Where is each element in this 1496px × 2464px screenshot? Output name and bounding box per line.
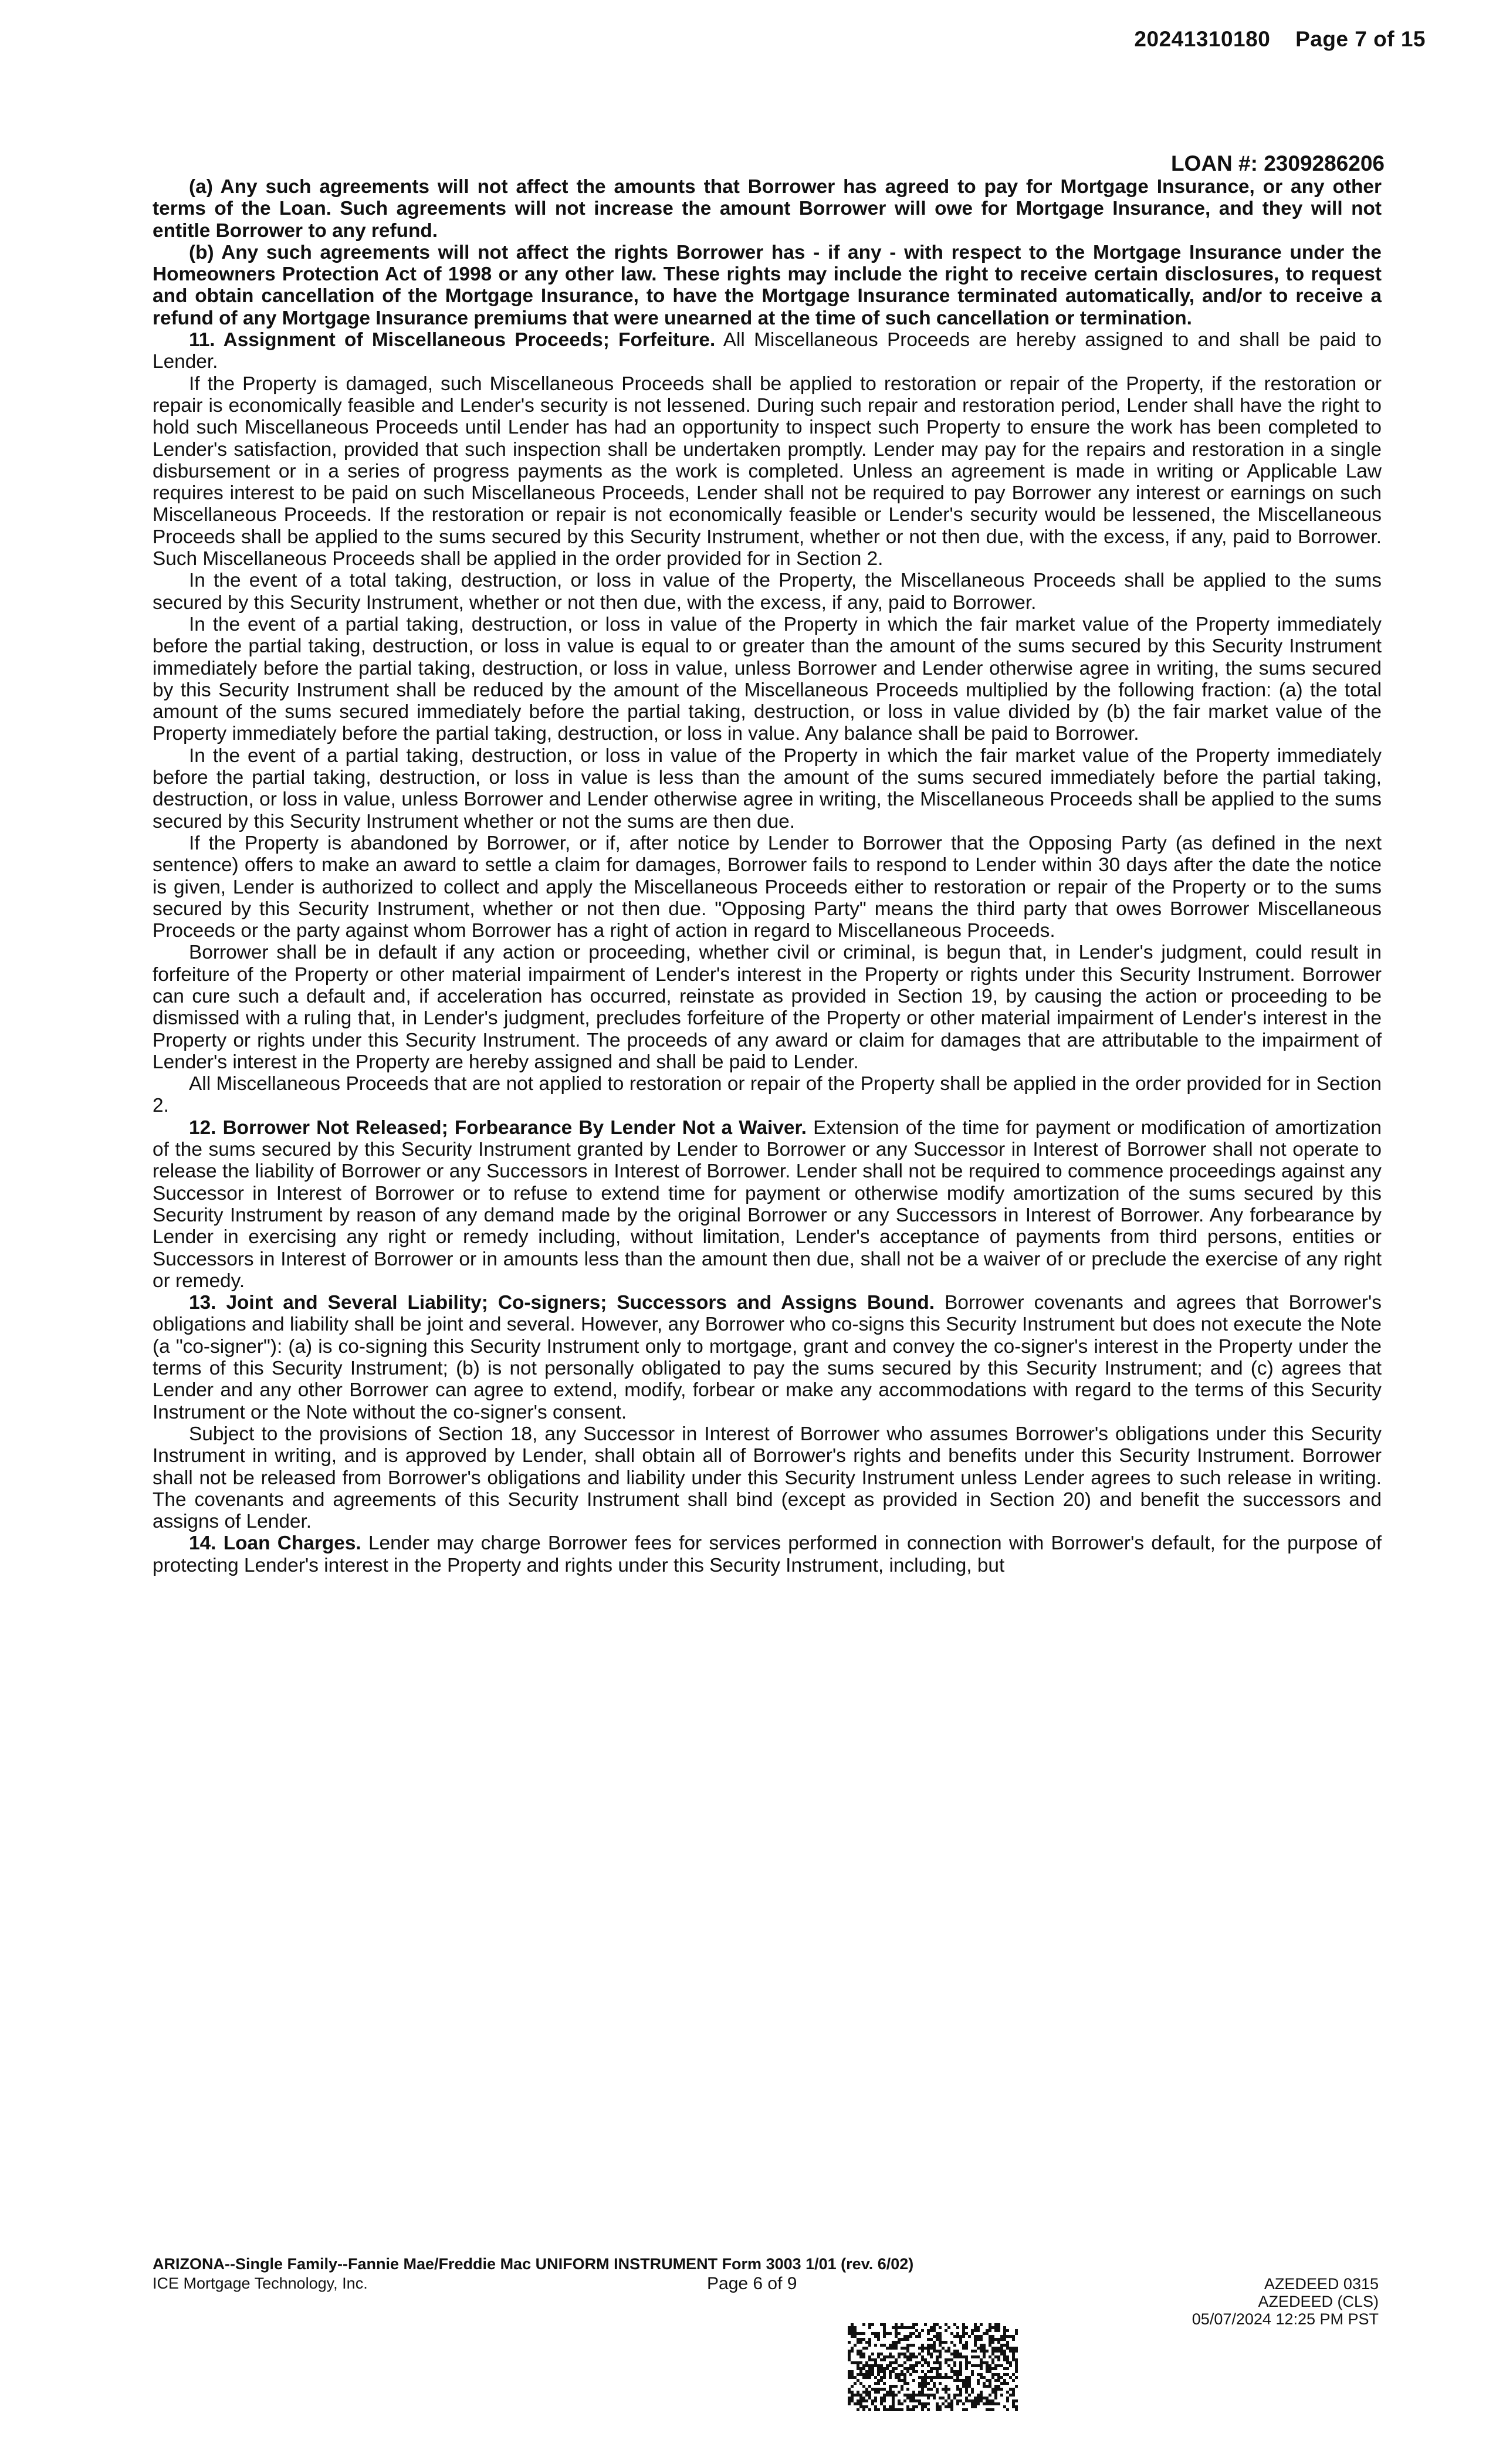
section-11-paragraph-3: In the event of a total taking, destruction, or loss in value of the Property, the Miscellaneous Proceeds shall be applied to the sums secured by this Security Instrument, whether or not then due, with the excess, if any, paid to Borrower. xyxy=(153,570,1382,614)
form-code: AZEDEED 0315 xyxy=(1264,2275,1379,2293)
section-11-body: All Miscellaneous Proceeds are hereby assigned to and shall be paid to Lender. xyxy=(153,329,1382,373)
section-14 xyxy=(153,1532,1382,1576)
document-number: 20241310180 xyxy=(1134,27,1271,51)
section-11-paragraph-5: In the event of a partial taking, destruction, or loss in value of the Property in which the fair market value of the Property immediately before the partial taking, destruction, or loss in value is less than the amount of the sums secured immediately before the partial taking, destruction, or loss in value, unless Borrower and Lender otherwise agree in writing, the Miscellaneous Proceeds shall be applied to the sums secured by this Security Instrument whether or not the sums are then due. xyxy=(153,744,1382,832)
section-13-body: Borrower covenants and agrees that Borrower's obligations and liability shall be joint and several. However, any Borrower who co-signs this Security Instrument but does not execute the Note (a "co-signer"): (a) is co-signing this Security Instrument only to mortgage, grant and convey the co-signer's interest in the Property under the terms of this Security Instrument; (b) is not personally obligated to pay the sums secured by this Security Instrument; and (c) agrees that Lender and any other Borrower can agree to extend, modify, forbear or make any accommodations with regard to the terms of this Security Instrument or the Note without the co-signer's consent. xyxy=(153,1292,1382,1423)
section-12-heading: 12. Borrower Not Released; Forbearance By Lender Not a Waiver. xyxy=(189,1116,807,1139)
section-11-paragraph-7: Borrower shall be in default if any action or proceeding, whether civil or criminal, is begun that, in Lender's judgment, could result in forfeiture of the Property or other material impairment of Lender's interest in the Property or rights under this Security Instrument. Borrower can cure such a default and, if acceleration has occurred, reinstate as provided in Section 19, by causing the action or proceeding to be dismissed with a ruling that, in Lender's judgment, precludes forfeiture of the Property or other material impairment of Lender's interest in the Property or rights under this Security Instrument. The proceeds of any award or claim for damages that are attributable to the impairment of Lender's interest in the Property are hereby assigned and shall be paid to Lender. xyxy=(153,942,1382,1073)
paragraph-a: (a) Any such agreements will not affect the amounts that Borrower has agreed to pay for Mortgage Insurance, or any other terms of the Loan. Such agreements will not increase the amount Borrower will owe for Mortgage Insurance, and they will not entitle Borrower to any refund. xyxy=(153,176,1382,242)
section-14-heading: 14. Loan Charges. xyxy=(189,1532,361,1555)
section-11-paragraph-4: In the event of a partial taking, destruction, or loss in value of the Property in which the fair market value of the Property immediately before the partial taking, destruction, or loss in value is equal to or greater than the amount of the sums secured by this Security Instrument immediately before the partial taking, destruction, or loss in value, unless Borrower and Lender otherwise agree in writing, the sums secured by this Security Instrument shall be reduced by the amount of the Miscellaneous Proceeds multiplied by the following fraction: (a) the total amount of the sums secured immediately before the partial taking, destruction, or loss in value divided by (b) the fair market value of the Property immediately before the partial taking, destruction, or loss in value. Any balance shall be paid to Borrower. xyxy=(153,613,1382,745)
section-11-paragraph-6: If the Property is abandoned by Borrower, or if, after notice by Lender to Borrower that the Opposing Party (as defined in the next sentence) offers to make an award to settle a claim for damages, Borrower fails to respond to Lender within 30 days after the date the notice is given, Lender is authorized to collect and apply the Miscellaneous Proceeds either to restoration or repair of the Property or to the sums secured by this Security Instrument, whether or not then due. "Opposing Party" means the third party that owes Borrower Miscellaneous Proceeds or the party against whom Borrower has a right of action in regard to Miscellaneous Proceeds. xyxy=(153,832,1382,942)
page-indicator: Page 7 of 15 xyxy=(1295,27,1426,51)
section-12 xyxy=(153,1117,1382,1292)
company-name: ICE Mortgage Technology, Inc. xyxy=(153,2275,368,2292)
footer-right xyxy=(1192,2275,1379,2328)
paragraph-b: (b) Any such agreements will not affect the rights Borrower has - if any - with respect to the Mortgage Insurance under the Homeowners Protection Act of 1998 or any other law. These rights may include the right to receive certain disclosures, to request and obtain cancellation of the Mortgage Insurance, to have the Mortgage Insurance terminated automatically, and/or to receive a refund of any Mortgage Insurance premiums that were unearned at the time of such cancellation or termination. xyxy=(153,241,1382,329)
section-11 xyxy=(153,329,1382,373)
page-header xyxy=(1115,27,1426,52)
document-body xyxy=(153,176,1382,1576)
section-14-body: Lender may charge Borrower fees for services performed in connection with Borrower's default, for the purpose of protecting Lender's interest in the Property and rights under this Security Instrument, including, but xyxy=(153,1532,1382,1576)
footer-page-number: Page 6 of 9 xyxy=(707,2274,797,2293)
print-timestamp: 05/07/2024 12:25 PM PST xyxy=(1192,2310,1379,2328)
section-13-heading: 13. Joint and Several Liability; Co-signers; Successors and Assigns Bound. xyxy=(189,1292,935,1314)
section-12-body: Extension of the time for payment or modification of amortization of the sums secured by this Security Instrument granted by Lender to Borrower or any Successor in Interest of Borrower shall not operate to release the liability of Borrower or any Successors in Interest of Borrower. Lender shall not be required to commence proceedings against any Successor in Interest of Borrower or to refuse to extend time for payment or otherwise modify amortization of the sums secured by this Security Instrument by reason of any demand made by the original Borrower or any Successors in Interest of Borrower. Any forbearance by Lender in exercising any right or remedy including, without limitation, Lender's acceptance of payments from third persons, entities or Successors in Interest of Borrower or in amounts less than the amount then due, shall not be a waiver of or preclude the exercise of any right or remedy. xyxy=(153,1116,1382,1292)
form-title: ARIZONA--Single Family--Fannie Mae/Freddie Mac UNIFORM INSTRUMENT Form 3003 1/01 (rev. 6/02) xyxy=(153,2255,914,2273)
barcode-icon xyxy=(848,2323,1018,2411)
form-code-cls: AZEDEED (CLS) xyxy=(1258,2293,1379,2310)
section-11-heading: 11. Assignment of Miscellaneous Proceeds; Forfeiture. xyxy=(189,329,716,351)
loan-number: LOAN #: 2309286206 xyxy=(1170,151,1385,175)
section-13-paragraph-2: Subject to the provisions of Section 18, any Successor in Interest of Borrower who assumes Borrower's obligations under this Security Instrument in writing, and is approved by Lender, shall obtain all of Borrower's rights and benefits under this Security Instrument. Borrower shall not be released from Borrower's obligations and liability under this Security Instrument unless Lender agrees to such release in writing. The covenants and agreements of this Security Instrument shall bind (except as provided in Section 20) and benefit the successors and assigns of Lender. xyxy=(153,1423,1382,1533)
section-13 xyxy=(153,1292,1382,1423)
section-11-paragraph-2: If the Property is damaged, such Miscellaneous Proceeds shall be applied to restoration or repair of the Property, if the restoration or repair is economically feasible and Lender's security is not lessened. During such repair and restoration period, Lender shall have the right to hold such Miscellaneous Proceeds until Lender has had an opportunity to inspect such Property to ensure the work has been completed to Lender's satisfaction, provided that such inspection shall be undertaken promptly. Lender may pay for the repairs and restoration in a single disbursement or in a series of progress payments as the work is completed. Unless an agreement is made in writing or Applicable Law requires interest to be paid on such Miscellaneous Proceeds, Lender shall not be required to pay Borrower any interest or earnings on such Miscellaneous Proceeds. If the restoration or repair is not economically feasible or Lender's security would be lessened, the Miscellaneous Proceeds shall be applied to the sums secured by this Security Instrument, whether or not then due, with the excess, if any, paid to Borrower. Such Miscellaneous Proceeds shall be applied in the order provided for in Section 2. xyxy=(153,373,1382,570)
footer-left xyxy=(153,2255,913,2293)
section-11-paragraph-8: All Miscellaneous Proceeds that are not applied to restoration or repair of the Property shall be applied in the order provided for in Section 2. xyxy=(153,1073,1382,1117)
